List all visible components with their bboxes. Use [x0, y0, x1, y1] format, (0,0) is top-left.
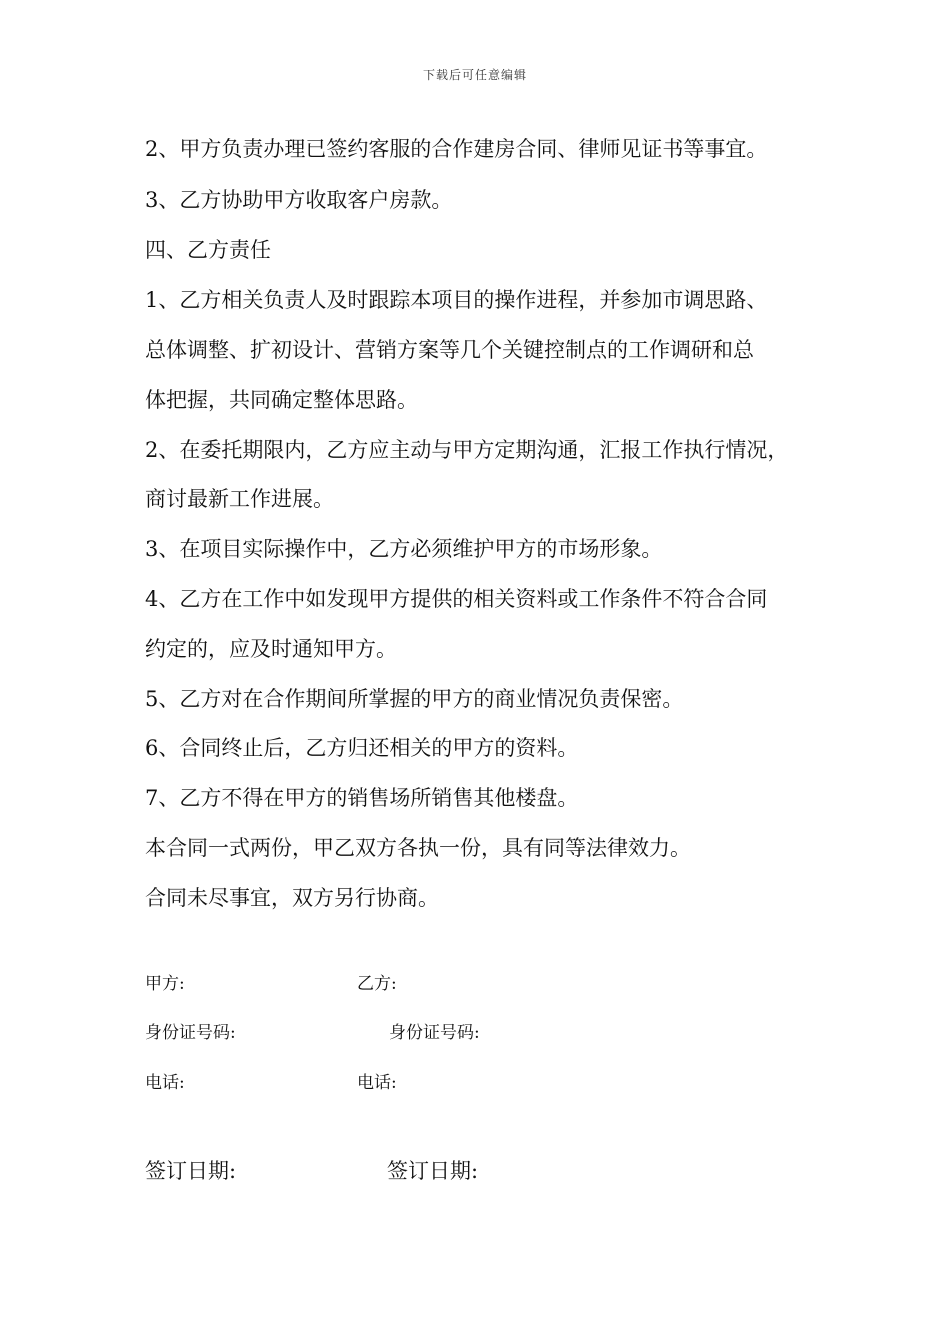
body-line-6: 体把握，共同确定整体思路。 — [145, 388, 418, 412]
sign-date-a-label: 签订日期: — [145, 1159, 237, 1183]
body-line-13: 6、合同终止后，乙方归还相关的甲方的资料。 — [145, 736, 579, 760]
body-line-16: 合同未尽事宜，双方另行协商。 — [145, 886, 439, 910]
body-line-11: 约定的，应及时通知甲方。 — [145, 637, 397, 661]
party-b-label: 乙方: — [357, 974, 397, 994]
header-note: 下载后可任意编辑 — [422, 68, 527, 82]
body-line-1: 2、甲方负责办理已签约客服的合作建房合同、律师见证书等事宜。 — [145, 137, 768, 161]
body-line-10: 4、乙方在工作中如发现甲方提供的相关资料或工作条件不符合合同 — [145, 587, 768, 611]
phone-a-label: 电话: — [145, 1073, 185, 1093]
section-heading: 四、乙方责任 — [145, 238, 271, 262]
id-b-label: 身份证号码: — [389, 1023, 480, 1043]
sign-date-b-label: 签订日期: — [387, 1159, 479, 1183]
party-a-label: 甲方: — [145, 974, 185, 994]
body-line-14: 7、乙方不得在甲方的销售场所销售其他楼盘。 — [145, 786, 579, 810]
phone-b-label: 电话: — [357, 1073, 397, 1093]
body-line-15: 本合同一式两份，甲乙双方各执一份，具有同等法律效力。 — [145, 836, 691, 860]
body-line-2: 3、乙方协助甲方收取客户房款。 — [145, 188, 453, 212]
body-line-7: 2、在委托期限内，乙方应主动与甲方定期沟通，汇报工作执行情况， — [145, 438, 789, 462]
id-a-label: 身份证号码: — [145, 1023, 236, 1043]
body-line-5: 总体调整、扩初设计、营销方案等几个关键控制点的工作调研和总 — [145, 338, 754, 362]
body-line-12: 5、乙方对在合作期间所掌握的甲方的商业情况负责保密。 — [145, 687, 684, 711]
body-line-4: 1、乙方相关负责人及时跟踪本项目的操作进程，并参加市调思路、 — [145, 288, 768, 312]
body-line-8: 商讨最新工作进展。 — [145, 487, 334, 511]
body-line-9: 3、在项目实际操作中，乙方必须维护甲方的市场形象。 — [145, 537, 663, 561]
